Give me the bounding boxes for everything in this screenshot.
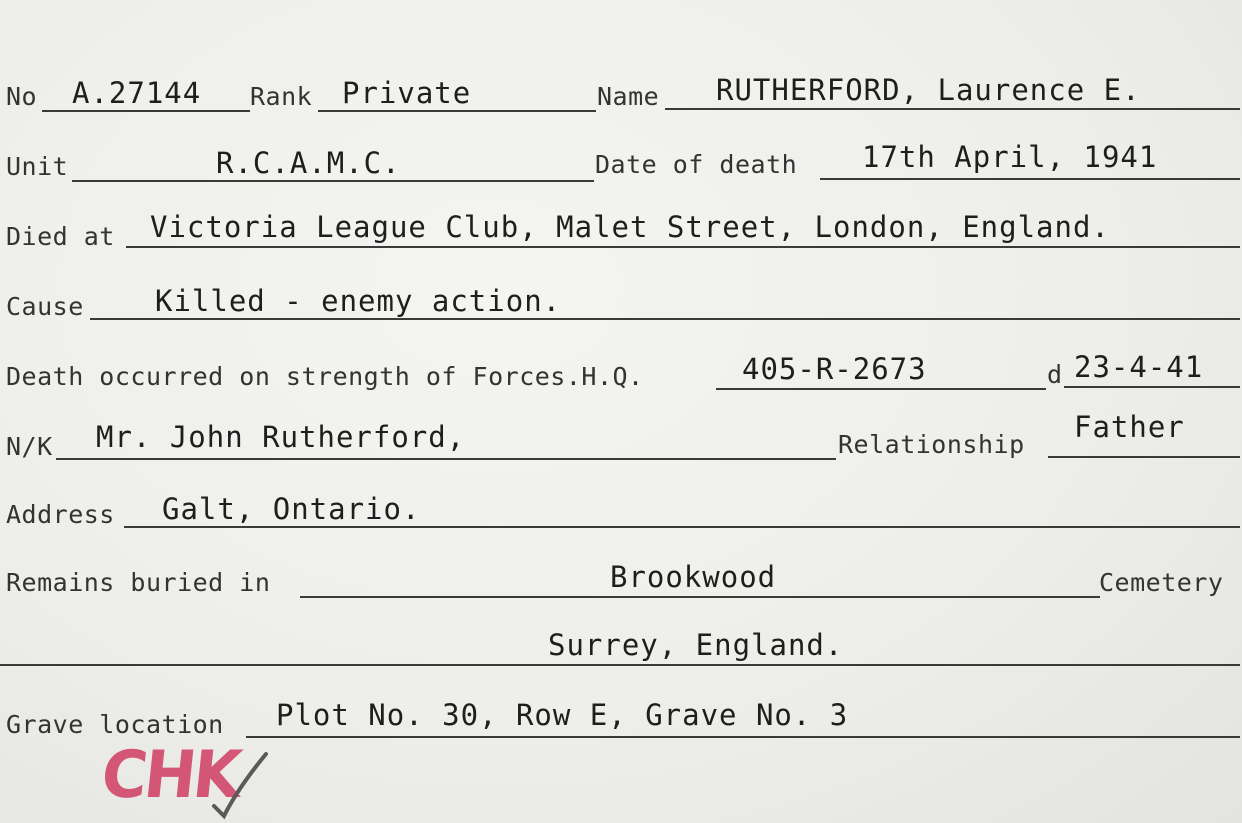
- cemetery-location-value: Surrey, England.: [548, 628, 844, 662]
- strength-value: 405-R-2673: [742, 352, 927, 386]
- relationship-value: Father: [1074, 410, 1185, 444]
- strength-underline: [716, 388, 1046, 390]
- no-underline: [42, 110, 250, 112]
- date-of-death-value: 17th April, 1941: [862, 140, 1158, 174]
- relationship-underline: [1048, 456, 1240, 458]
- cemetery-location-underline: [0, 664, 1240, 666]
- date-of-death-label: Date of death: [595, 150, 798, 179]
- chk-stamp: CHK: [97, 736, 243, 813]
- relationship-label: Relationship: [838, 430, 1025, 459]
- address-label: Address: [6, 500, 115, 529]
- d-underline: [1064, 386, 1240, 388]
- remains-underline: [300, 596, 1100, 598]
- strength-label: Death occurred on strength of Forces.H.Q.: [6, 362, 644, 391]
- no-label: No: [6, 82, 38, 111]
- nk-value: Mr. John Rutherford,: [96, 420, 466, 454]
- rank-underline: [318, 110, 596, 112]
- remains-value: Brookwood: [610, 560, 777, 594]
- died-at-value: Victoria League Club, Malet Street, London, England.: [150, 210, 1110, 244]
- unit-underline: [72, 180, 594, 182]
- date-of-death-underline: [820, 178, 1240, 180]
- name-label: Name: [597, 82, 660, 111]
- grave-value: Plot No. 30, Row E, Grave No. 3: [276, 698, 849, 732]
- unit-label: Unit: [6, 152, 69, 181]
- d-label: d: [1047, 360, 1063, 389]
- name-value: RUTHERFORD, Laurence E.: [716, 73, 1141, 107]
- nk-label: N/K: [6, 432, 53, 461]
- cemetery-label: Cemetery: [1099, 568, 1224, 597]
- cause-value: Killed - enemy action.: [155, 284, 562, 318]
- died-at-label: Died at: [6, 222, 115, 251]
- died-at-underline: [126, 246, 1240, 248]
- d-value: 23-4-41: [1074, 350, 1204, 384]
- rank-label: Rank: [250, 82, 313, 111]
- name-underline: [665, 108, 1240, 110]
- unit-value: R.C.A.M.C.: [216, 146, 401, 180]
- remains-label: Remains buried in: [6, 568, 271, 597]
- grave-label: Grave location: [6, 710, 224, 739]
- address-value: Galt, Ontario.: [162, 492, 421, 526]
- cause-underline: [90, 318, 1240, 320]
- grave-underline: [246, 736, 1240, 738]
- address-underline: [124, 526, 1240, 528]
- check-mark-icon: [210, 748, 270, 820]
- cause-label: Cause: [6, 292, 84, 321]
- rank-value: Private: [342, 76, 472, 110]
- nk-underline: [56, 458, 836, 460]
- service-number: A.27144: [72, 76, 202, 110]
